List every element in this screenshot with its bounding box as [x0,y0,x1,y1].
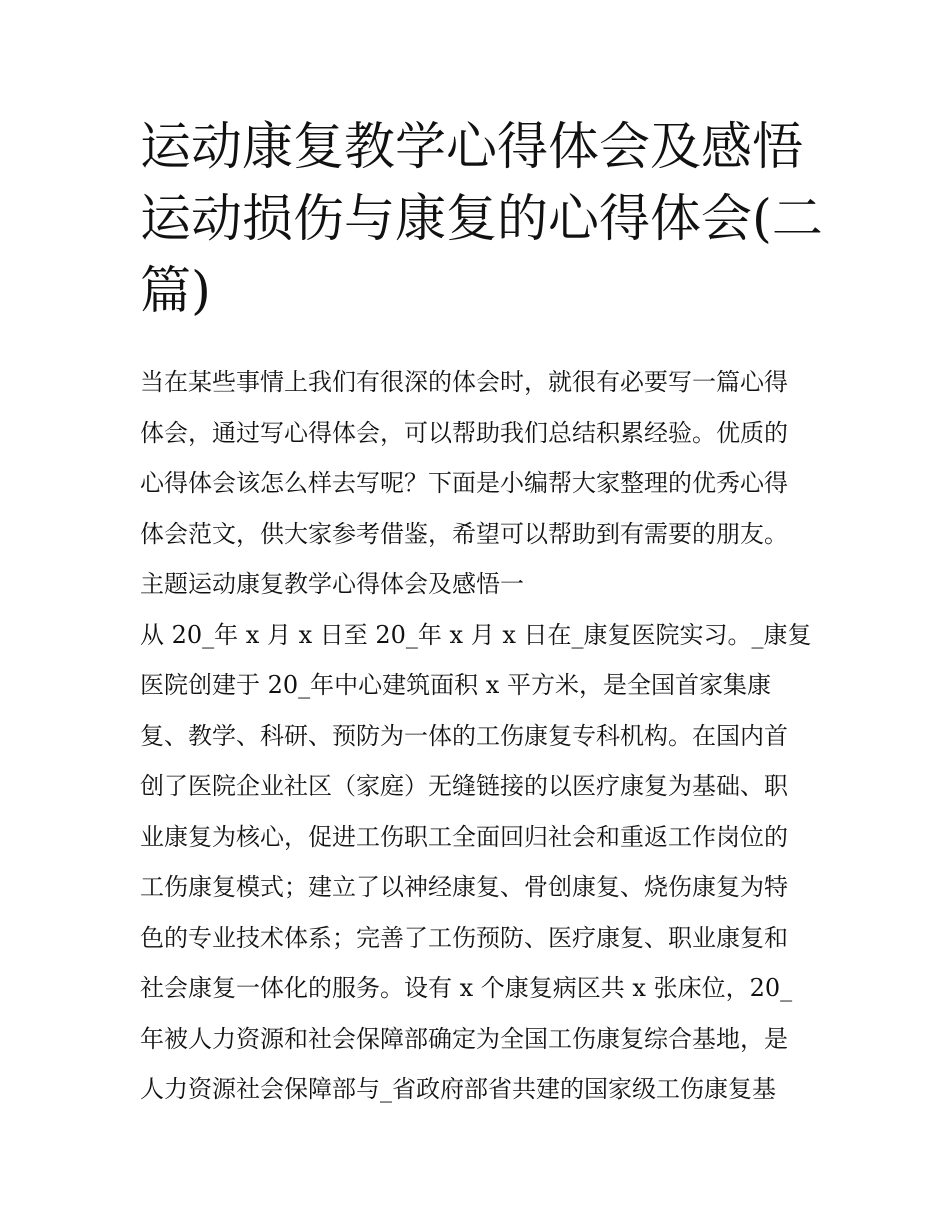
title-line: 篇) [140,262,211,321]
body-line: 心得体会该怎么样去写呢？下面是小编帮大家整理的优秀心得 [140,469,788,497]
body-line: 年被人力资源和社会保障部确定为全国工伤康复综合基地，是 [140,1024,788,1053]
document-title [140,112,830,328]
body-line: 体会，通过写心得体会，可以帮助我们总结积累经验。优质的 [140,418,788,447]
body-line: 医院创建于 20_年中心建筑面积 x 平方米，是全国首家集康 [140,671,771,699]
body-line: 创了医院企业社区（家庭）无缝链接的以医疗康复为基础、职 [140,772,788,800]
body-line: 业康复为核心，促进工伤职工全面回归社会和重返工作岗位的 [140,822,788,851]
title-line: 运动康复教学心得体会及感悟 [140,118,804,177]
body-line: 从 20_年 x 月 x 日至 20_年 x 月 x 日在_康复医院实习。_康复 [140,620,812,649]
body-line: 色的专业技术体系；完善了工伤预防、医疗康复、职业康复和 [140,923,788,952]
section-heading: 主题运动康复教学心得体会及感悟一 [140,570,524,598]
body-line: 社会康复一体化的服务。设有 x 个康复病区共 x 张床位，20_ [140,974,793,1002]
title-line: 运动损伤与康复的心得体会(二 [140,190,823,249]
body-line: 体会范文，供大家参考借鉴，希望可以帮助到有需要的朋友。 [140,519,788,548]
document-body [140,357,820,1115]
body-line: 当在某些事情上我们有很深的体会时，就很有必要写一篇心得 [140,368,788,396]
body-line: 人力资源社会保障部与_省政府部省共建的国家级工伤康复基 [140,1075,776,1103]
body-line: 复、教学、科研、预防为一体的工伤康复专科机构。在国内首 [140,721,788,750]
body-line: 工伤康复模式；建立了以神经康复、骨创康复、烧伤康复为特 [140,873,788,901]
